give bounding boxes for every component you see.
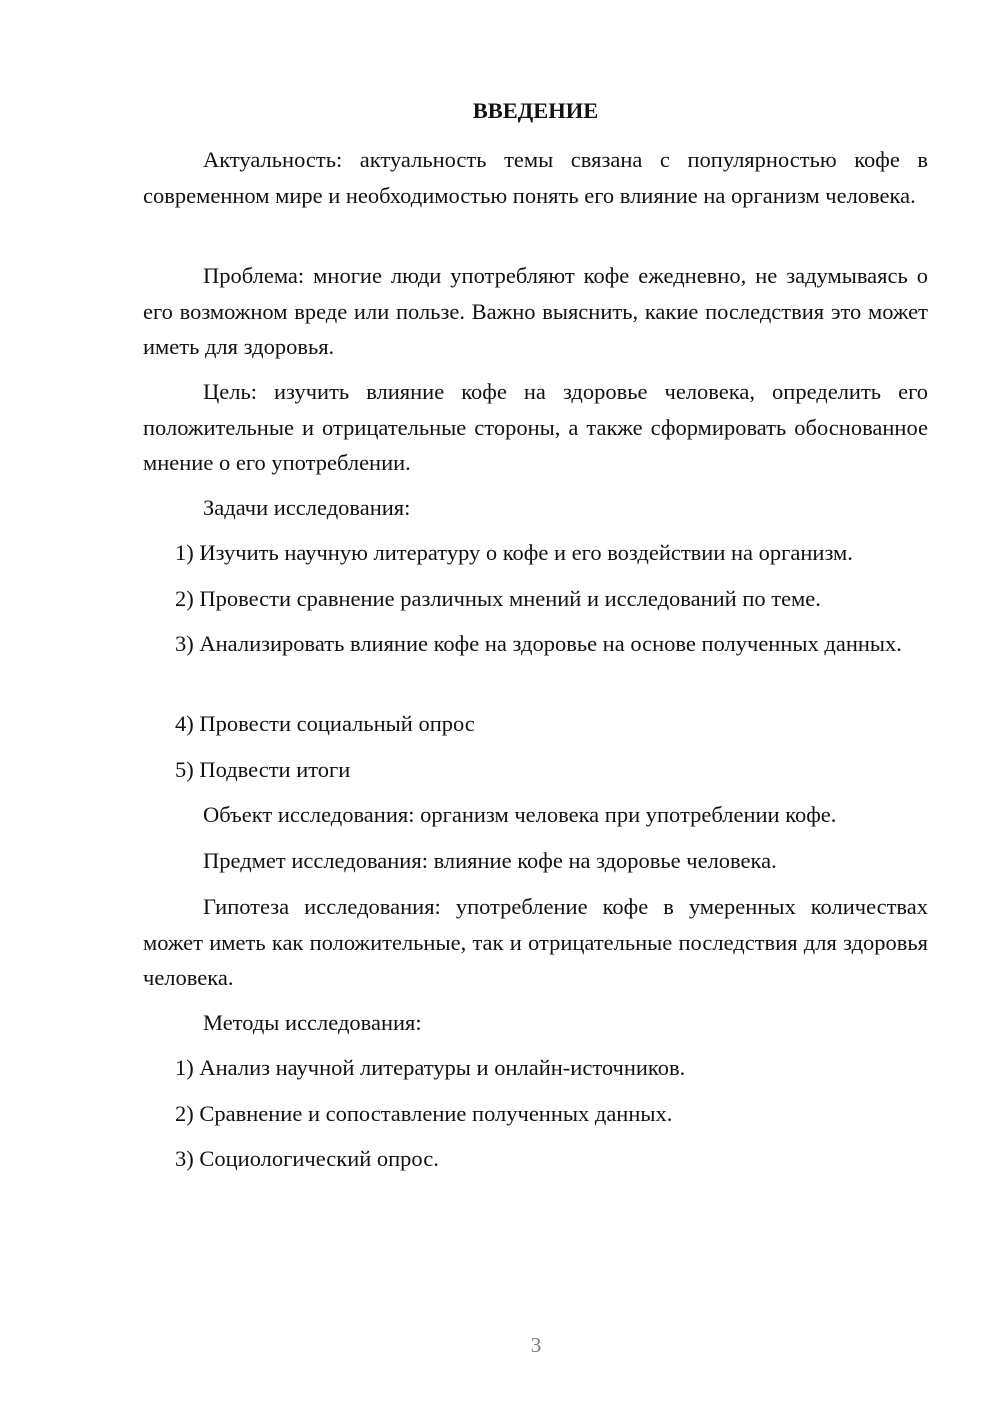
- task-item: 2) Провести сравнение различных мнений и исследований по теме.: [175, 586, 821, 611]
- method-item: 2) Сравнение и сопоставление полученных данных.: [175, 1101, 673, 1126]
- object-paragraph: Объект исследования: организм человека при употреблении кофе.: [203, 802, 837, 827]
- page-number: 3: [530, 1333, 542, 1357]
- methods-heading: Методы исследования:: [203, 1010, 422, 1035]
- method-item: 1) Анализ научной литературы и онлайн-источников.: [175, 1055, 686, 1080]
- task-item: 4) Провести социальный опрос: [175, 711, 475, 736]
- hypothesis-paragraph: Гипотеза исследования: употребление кофе в умеренных количествах может иметь как положительные, так и отрицательные последствия для здоровья человека.: [143, 894, 928, 990]
- task-item: 1) Изучить научную литературу о кофе и его воздействии на организм.: [175, 540, 853, 565]
- goal-paragraph: Цель: изучить влияние кофе на здоровье человека, определить его положительные и отрицательные стороны, а также сформировать обоснованное мнение о его употреблении.: [143, 379, 928, 475]
- tasks-heading: Задачи исследования:: [203, 495, 411, 520]
- method-item: 3) Социологический опрос.: [175, 1146, 439, 1171]
- page-title: ВВЕДЕНИЕ: [472, 98, 599, 123]
- relevance-paragraph: Актуальность: актуальность темы связана с популярностью кофе в современном мире и необходимостью понять его влияние на организм человека.: [143, 147, 928, 208]
- problem-paragraph: Проблема: многие люди употребляют кофе ежедневно, не задумываясь о его возможном вреде или пользе. Важно выяснить, какие последствия это может иметь для здоровья.: [143, 263, 928, 359]
- subject-paragraph: Предмет исследования: влияние кофе на здоровье человека.: [203, 848, 777, 873]
- task-item: 5) Подвести итоги: [175, 757, 351, 782]
- task-item: 3) Анализировать влияние кофе на здоровье на основе полученных данных.: [175, 631, 902, 656]
